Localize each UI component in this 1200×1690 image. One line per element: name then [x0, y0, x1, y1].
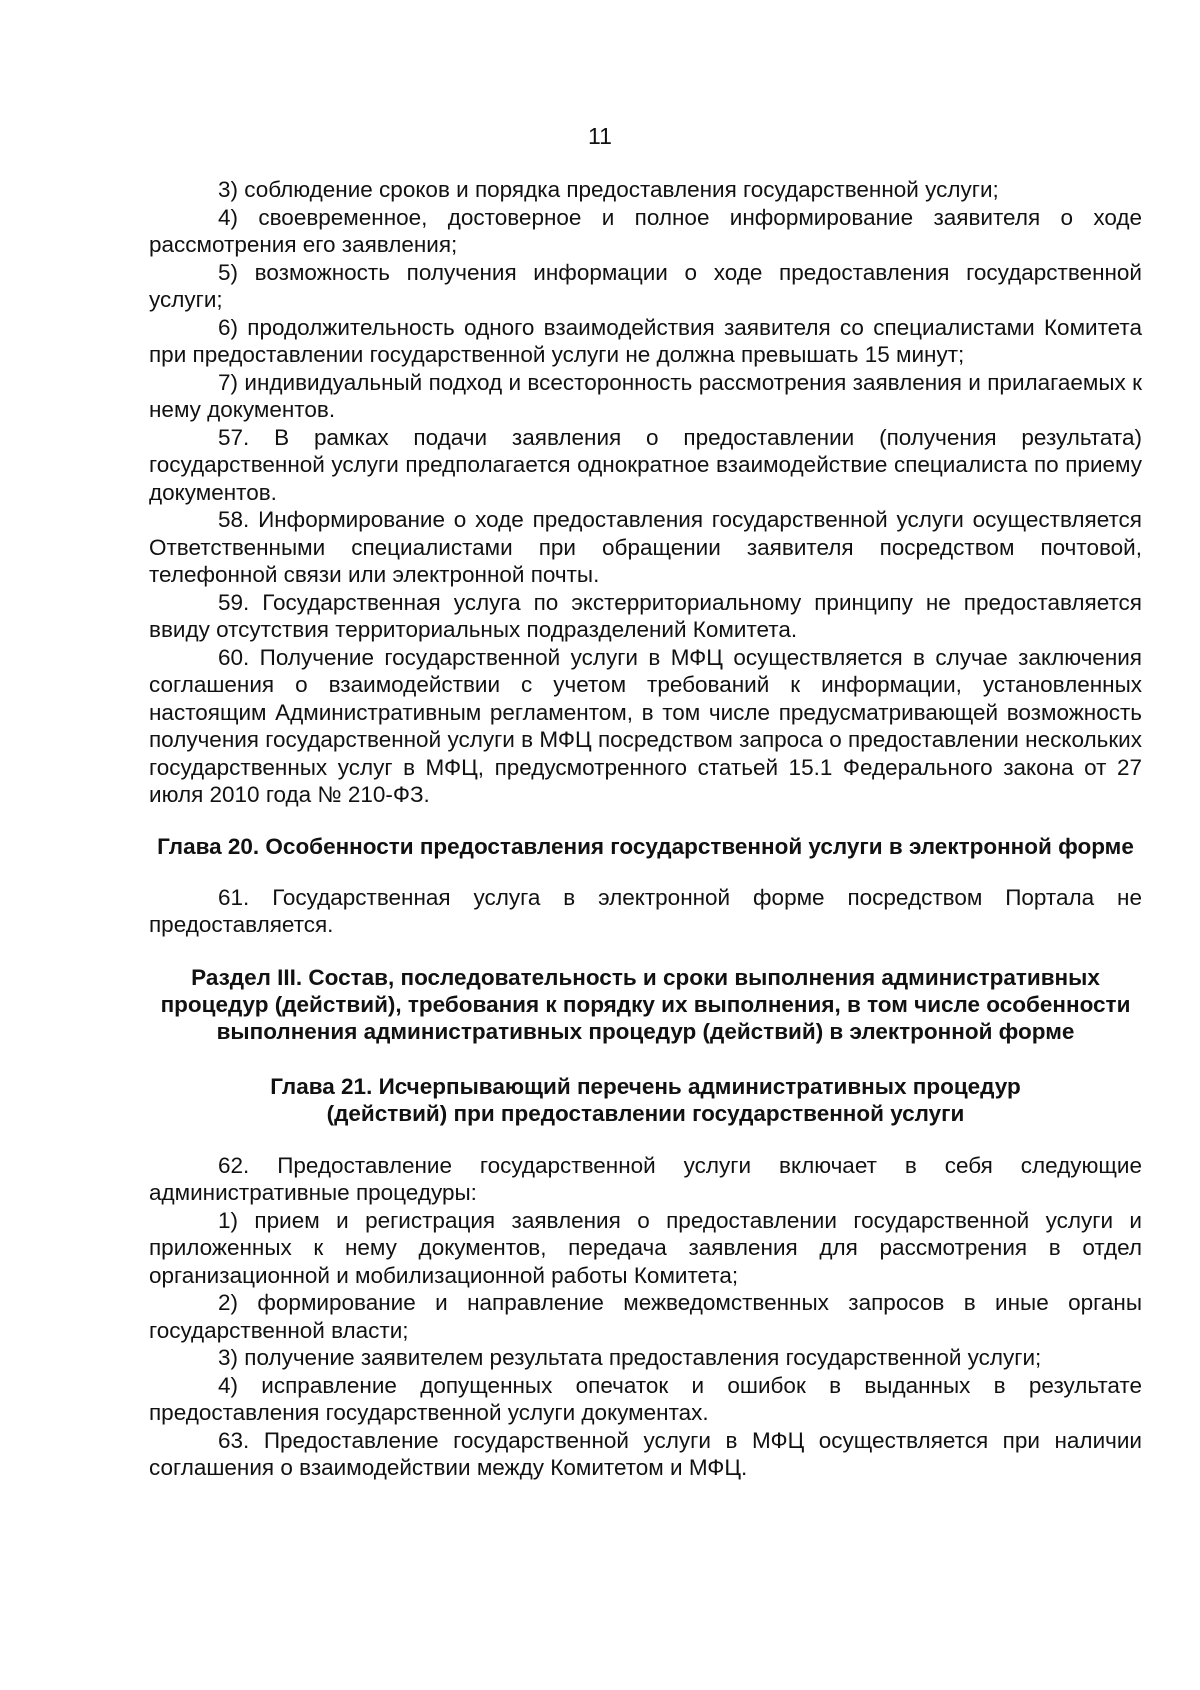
paragraph-60: 60. Получение государственной услуги в МФЦ осуществляется в случае заключения соглашения о взаимодействии с учетом требований к информации, установленных настоящим Административным регламентом, в том числе предусматривающей возможность получения государственной услуги в МФЦ посредством запроса о предоставлении нескольких государственных услуг в МФЦ, предусмотренного статьей 15.1 Федерального закона от 27 июля 2010 года № 210-ФЗ. — [149, 644, 1142, 807]
list-item-5: 5) возможность получения информации о ходе предоставления государственной услуги; — [149, 259, 1142, 312]
section-3-heading: Раздел III. Состав, последовательность и сроки выполнения административных процедур (действий), требования к порядку их выполнения, в том числе особенности выполнения административных процедур (действий) в электронной форме — [160, 964, 1131, 1044]
chapter-21-heading-block — [149, 1045, 1142, 1152]
chapter-20-heading: Глава 20. Особенности предоставления государственной услуги в электронной форме — [157, 833, 1134, 859]
procedure-item-2: 2) формирование и направление межведомственных запросов в иные органы государственной власти; — [149, 1290, 1142, 1343]
list-item-6: 6) продолжительность одного взаимодействия заявителя со специалистами Комитета при предоставлении государственной услуги не должна превышать 15 минут; — [149, 314, 1142, 367]
procedure-item-3: 3) получение заявителем результата предоставления государственной услуги; — [218, 1345, 1042, 1370]
procedure-item-4: 4) исправление допущенных опечаток и ошибок в выданных в результате предоставления государственной услуги документах. — [149, 1372, 1142, 1425]
page-content — [149, 176, 1142, 1482]
list-item-4: 4) своевременное, достоверное и полное информирование заявителя о ходе рассмотрения его заявления; — [149, 204, 1142, 257]
list-item-7: 7) индивидуальный подход и всесторонность рассмотрения заявления и прилагаемых к нему документов. — [149, 369, 1142, 422]
list-item-3: 3) соблюдение сроков и порядка предоставления государственной услуги; — [218, 177, 999, 202]
paragraph-58: 58. Информирование о ходе предоставления государственной услуги осуществляется Ответственными специалистами при обращении заявителя посредством почтовой, телефонной связи или электронной почты. — [149, 507, 1142, 587]
paragraph-57: 57. В рамках подачи заявления о предоставлении (получения результата) государственной услуги предполагается однократное взаимодействие специалиста по приему документов. — [149, 424, 1142, 505]
paragraph-63: 63. Предоставление государственной услуги в МФЦ осуществляется при наличии соглашения о взаимодействии между Комитетом и МФЦ. — [149, 1427, 1142, 1480]
paragraph-59: 59. Государственная услуга по экстерриториальному принципу не предоставляется ввиду отсутствия территориальных подразделений Комитета. — [149, 589, 1142, 642]
chapter-21-heading: Глава 21. Исчерпывающий перечень административных процедур (действий) при предоставлении государственной услуги — [270, 1073, 1021, 1126]
page-number: 11 — [588, 123, 612, 149]
paragraph-61: 61. Государственная услуга в электронной форме посредством Портала не предоставляется. — [149, 884, 1142, 937]
paragraph-62: 62. Предоставление государственной услуги включает в себя следующие административные процедуры: — [149, 1152, 1142, 1205]
procedure-item-1: 1) прием и регистрация заявления о предоставлении государственной услуги и приложенных к нему документов, передача заявления для рассмотрения в отдел организационной и мобилизационной работы Комитета; — [149, 1207, 1142, 1288]
